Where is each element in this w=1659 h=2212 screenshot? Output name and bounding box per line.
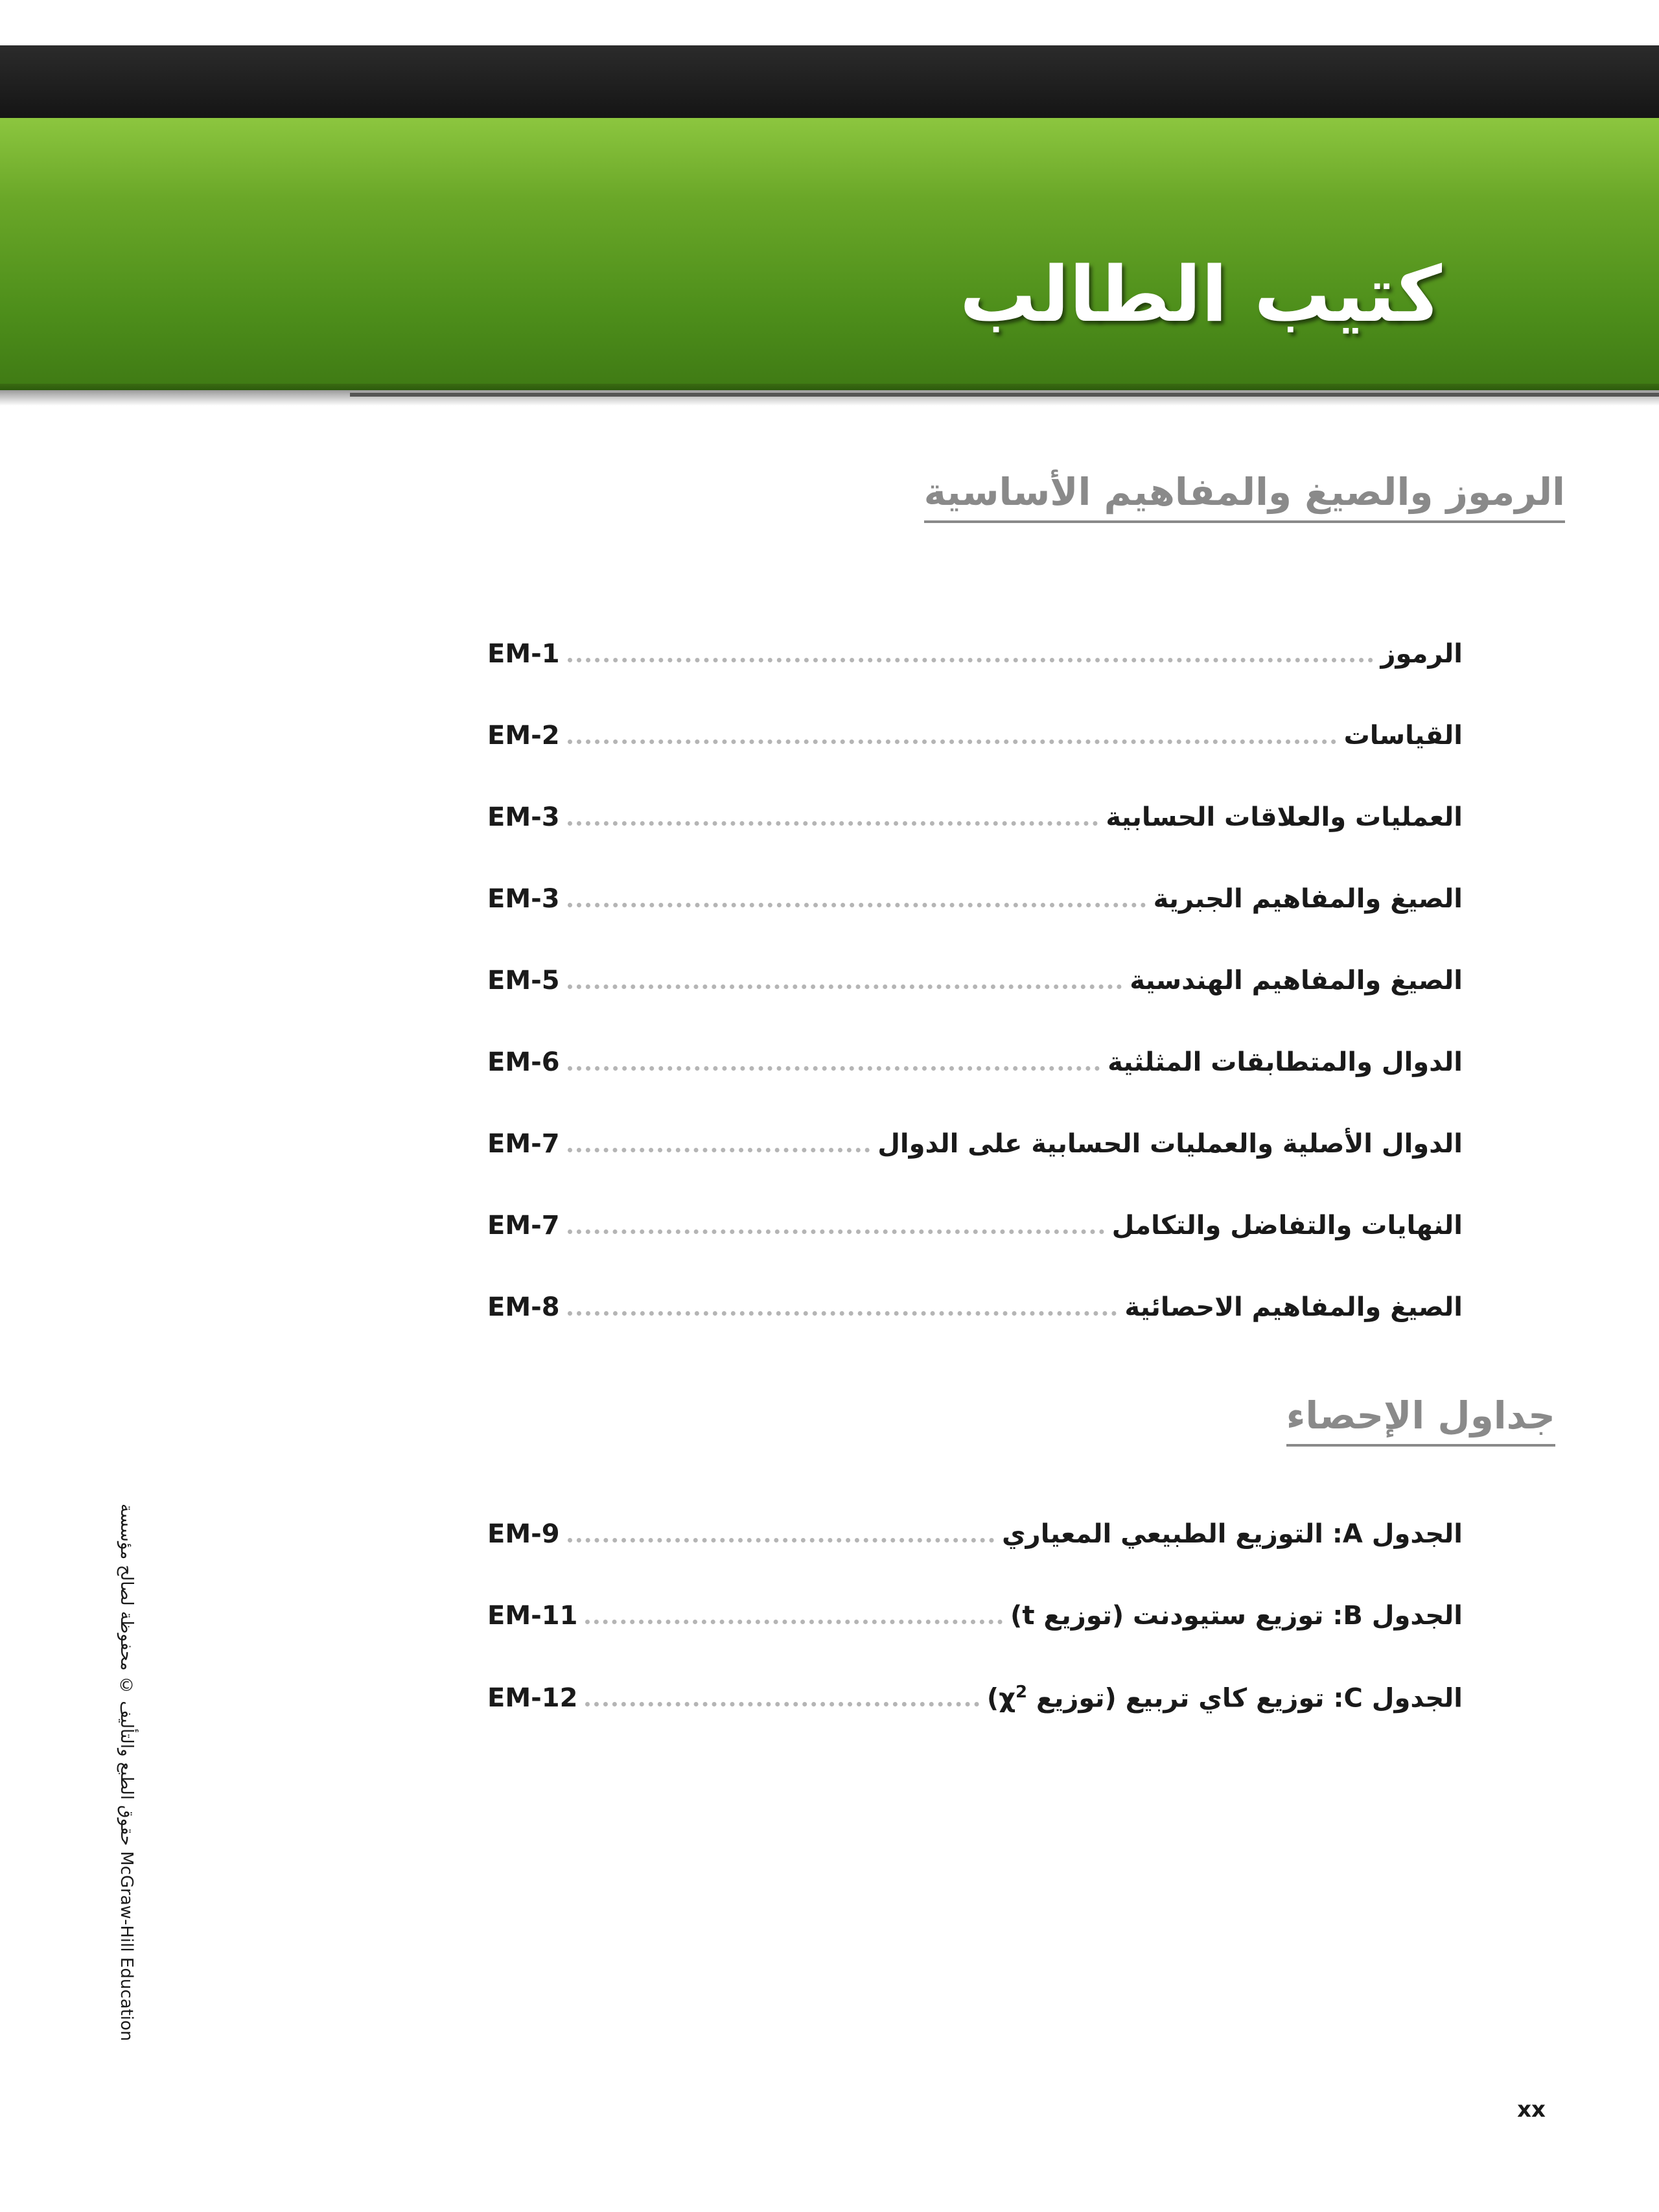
dot-leader xyxy=(568,1538,994,1543)
toc-row-trigonometry[interactable] xyxy=(487,1047,1463,1129)
toc-page-number: EM-12 xyxy=(487,1683,578,1714)
toc-page-number: EM-5 xyxy=(487,966,560,995)
toc-page-number: EM-3 xyxy=(487,802,560,832)
toc-label: الدوال والمتطابقات المثلثية xyxy=(1108,1047,1463,1077)
toc-row-algebra[interactable] xyxy=(487,884,1463,966)
toc-page-number: EM-3 xyxy=(487,884,560,914)
toc-row-calculus[interactable] xyxy=(487,1211,1463,1292)
page-title: كتيب الطالب xyxy=(959,250,1442,339)
copyright-notice xyxy=(117,1504,136,2055)
dot-leader xyxy=(568,739,1336,744)
toc-row-table-a[interactable] xyxy=(487,1519,1463,1601)
dot-leader xyxy=(568,903,1146,907)
section-heading-basics: الرموز والصيغ والمفاهيم الأساسية xyxy=(924,470,1565,523)
dot-leader xyxy=(585,1702,979,1706)
header-shadow-line xyxy=(350,393,1659,397)
toc-row-statistics[interactable] xyxy=(487,1292,1463,1374)
page-number: xx xyxy=(1517,2097,1546,2123)
toc-row-symbols[interactable] xyxy=(487,639,1463,721)
dot-leader xyxy=(568,1148,870,1152)
toc-label: الجدول B: توزيع ستيودنت (توزيع t) xyxy=(1010,1601,1463,1631)
dot-leader xyxy=(568,1066,1100,1071)
toc-list-tables xyxy=(487,1519,1463,1764)
toc-row-table-c[interactable] xyxy=(487,1682,1463,1764)
toc-label: القياسات xyxy=(1343,721,1463,751)
toc-page-number: EM-7 xyxy=(487,1129,560,1159)
toc-page-number: EM-7 xyxy=(487,1211,560,1240)
toc-row-functions[interactable] xyxy=(487,1129,1463,1211)
dot-leader xyxy=(568,1311,1117,1316)
toc-page-number: EM-9 xyxy=(487,1519,560,1549)
section-heading-statistics-tables: جداول الإحصاء xyxy=(1286,1393,1555,1447)
toc-page-number: EM-8 xyxy=(487,1292,560,1322)
toc-label: النهايات والتفاضل والتكامل xyxy=(1111,1211,1463,1240)
dot-leader xyxy=(568,658,1373,662)
toc-label: الدوال الأصلية والعمليات الحسابية على الدوال xyxy=(877,1129,1463,1159)
toc-label: الرموز xyxy=(1380,639,1463,669)
toc-label: الصيغ والمفاهيم الاحصائية xyxy=(1124,1292,1463,1322)
toc-list-basics xyxy=(487,639,1463,1374)
toc-label: الجدول A: التوزيع الطبيعي المعياري xyxy=(1002,1519,1463,1549)
toc-label: العمليات والعلاقات الحسابية xyxy=(1106,802,1463,832)
superscript: 2 xyxy=(1015,1682,1028,1702)
toc-label-suffix: ) xyxy=(986,1683,999,1714)
copyright-text: حقوق الطبع والتأليف © محفوظة لصالح مؤسسة McGraw-Hill Education xyxy=(117,1504,136,2042)
toc-label-text: الجدول C: توزيع كاي تربيع (توزيع χ xyxy=(999,1683,1463,1714)
header-black-bar xyxy=(0,45,1659,118)
toc-row-arithmetic[interactable] xyxy=(487,802,1463,884)
dot-leader xyxy=(585,1620,1003,1624)
toc-page-number: EM-1 xyxy=(487,639,560,669)
toc-label xyxy=(987,1682,1463,1713)
dot-leader xyxy=(568,821,1098,826)
toc-label: الصيغ والمفاهيم الجبرية xyxy=(1153,884,1463,914)
toc-page-number: EM-2 xyxy=(487,721,560,751)
toc-row-geometry[interactable] xyxy=(487,966,1463,1047)
toc-row-measurements[interactable] xyxy=(487,721,1463,802)
toc-page-number: EM-6 xyxy=(487,1047,560,1077)
toc-row-table-b[interactable] xyxy=(487,1601,1463,1682)
dot-leader xyxy=(568,1229,1104,1234)
dot-leader xyxy=(568,984,1122,989)
toc-label: الصيغ والمفاهيم الهندسية xyxy=(1130,966,1463,995)
toc-page-number: EM-11 xyxy=(487,1601,578,1631)
